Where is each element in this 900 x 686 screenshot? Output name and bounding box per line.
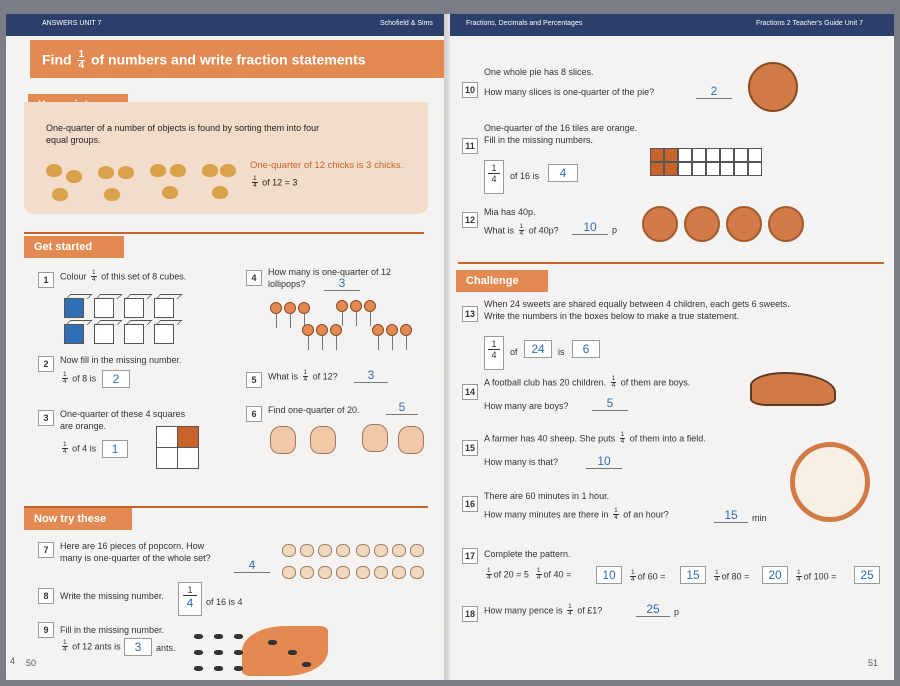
left-page <box>6 14 448 680</box>
q3-text: One-quarter of these 4 squares are orange. <box>60 409 186 432</box>
section-rule <box>458 262 884 264</box>
key-point-text: One-quarter of a number of objects is found by sorting them into four equal groups. <box>46 123 320 146</box>
q8-equation: of 16 is 4 <box>206 597 243 607</box>
q1-text: Colour $\frac{1}{4}$ of this set of 8 cubes. <box>60 269 187 284</box>
key-point-example: One-quarter of 12 chicks is 3 chicks. <box>250 160 404 171</box>
q13-answer-box-1[interactable]: 24 <box>524 340 552 358</box>
q17-answer-box-4[interactable]: 25 <box>854 566 880 584</box>
question-number: 8 <box>38 588 54 604</box>
q17-answer-box-1[interactable]: 10 <box>596 566 622 584</box>
q17-answer-box-2[interactable]: 15 <box>680 566 706 584</box>
challenge-heading: Challenge <box>456 270 548 292</box>
q14-answer[interactable]: 5 <box>592 396 628 411</box>
book-series-label: Fractions, Decimals and Percentages <box>466 20 583 27</box>
clock-illustration <box>790 442 870 522</box>
right-header-strip <box>450 14 894 36</box>
q13-text: When 24 sweets are shared equally between 4 children, each gets 6 sweets. Write the numbers in the boxes below to make a true statement. <box>484 299 790 322</box>
fraction: $\frac{1}{4}$ <box>78 49 85 72</box>
q11-answer-box[interactable]: 4 <box>548 164 578 182</box>
q18-text: How many pence is $\frac{1}{4}$ of £1? <box>484 603 603 618</box>
pie-illustration <box>748 62 798 112</box>
question-number: 18 <box>462 606 478 622</box>
q12-text: Mia has 40p. <box>484 207 536 217</box>
question-number: 15 <box>462 440 478 456</box>
q4-answer[interactable]: 3 <box>324 276 360 291</box>
q17-answer-box-3[interactable]: 20 <box>762 566 788 584</box>
question-number: 4 <box>246 270 262 286</box>
q6-text: Find one-quarter of 20. <box>268 405 360 415</box>
question-number: 16 <box>462 496 478 512</box>
question-number: 10 <box>462 82 478 98</box>
q7-answer[interactable]: 4 <box>234 558 270 573</box>
q16-suffix: min <box>752 513 767 523</box>
q13-answer-box-2[interactable]: 6 <box>572 340 600 358</box>
q2-equation: $\frac{1}{4}$ of 8 is <box>63 371 97 386</box>
q17-pattern-4: $\frac{1}{4}$ of 80 = <box>715 569 750 584</box>
q3-equation: $\frac{1}{4}$ of 4 is <box>63 441 97 456</box>
q9-suffix: ants. <box>156 643 176 653</box>
q2-answer-box[interactable]: 2 <box>102 370 130 388</box>
publisher-label: Schofield & Sims <box>380 20 433 27</box>
unit-label: ANSWERS UNIT 7 <box>42 20 102 27</box>
q17-text: Complete the pattern. <box>484 549 571 559</box>
page-number: 50 <box>26 658 37 668</box>
now-try-these-heading: Now try these <box>24 508 132 530</box>
question-number: 17 <box>462 548 478 564</box>
question-number: 9 <box>38 622 54 638</box>
q6-answer[interactable]: 5 <box>386 400 418 415</box>
right-page <box>450 14 894 680</box>
q15-text: A farmer has 40 sheep. She puts $\frac{1}{4}$ of them into a field. <box>484 431 706 446</box>
q17-pattern: $\frac{1}{4}$ of 20 = 5 $\frac{1}{4}$ of 40 = <box>487 567 572 582</box>
unit-title: Find $\frac{1}{4}$ of numbers and write fraction statements <box>30 40 448 78</box>
football-boot-illustration <box>750 372 836 406</box>
q9-answer-box[interactable]: 3 <box>124 638 152 656</box>
left-header-strip <box>6 14 448 36</box>
q16-question: How many minutes are there in $\frac{1}{4}$ of an hour? <box>484 507 669 522</box>
q3-answer-box[interactable]: 1 <box>102 440 128 458</box>
edge-number: 4 <box>10 656 16 666</box>
q10-text: One whole pie has 8 slices. <box>484 67 594 77</box>
q11-text: One-quarter of the 16 tiles are orange. Fill in the missing numbers. <box>484 123 638 146</box>
q7-text: Here are 16 pieces of popcorn. How many is one-quarter of the whole set? <box>60 541 211 564</box>
question-number: 6 <box>246 406 262 422</box>
q16-text: There are 60 minutes in 1 hour. <box>484 491 610 501</box>
q14-text: A football club has 20 children. $\frac{1}{4}$ of them are boys. <box>484 375 691 390</box>
q15-question: How many is that? <box>484 457 559 467</box>
fraction: $\frac{1}{4}$ <box>253 175 257 190</box>
key-point-equation: $\frac{1}{4}$ of 12 = 3 <box>253 175 298 190</box>
section-rule <box>24 232 424 234</box>
question-number: 14 <box>462 384 478 400</box>
q18-suffix: p <box>674 607 680 617</box>
q16-answer[interactable]: 15 <box>714 508 748 523</box>
q14-question: How many are boys? <box>484 401 569 411</box>
q9-text: Fill in the missing number. <box>60 625 165 635</box>
q12-suffix: p <box>612 225 618 235</box>
page-number: 51 <box>868 658 879 668</box>
question-number: 12 <box>462 212 478 228</box>
q18-answer[interactable]: 25 <box>636 602 670 617</box>
q10-question: How many slices is one-quarter of the pie? <box>484 87 655 97</box>
q13-of: of <box>510 347 518 357</box>
q17-pattern-5: $\frac{1}{4}$ of 100 = <box>797 569 837 584</box>
question-number: 2 <box>38 356 54 372</box>
q15-answer[interactable]: 10 <box>586 454 622 469</box>
q12-answer[interactable]: 10 <box>572 220 608 235</box>
q4-text: How many is one-quarter of 12 lollipops? <box>268 267 392 290</box>
get-started-heading: Get started <box>24 236 124 258</box>
q5-text: What is $\frac{1}{4}$ of 12? <box>268 369 338 384</box>
guide-label: Fractions 2 Teacher's Guide Unit 7 <box>756 20 864 27</box>
question-number: 5 <box>246 372 262 388</box>
q12-question: What is $\frac{1}{4}$ of 40p? <box>484 223 559 238</box>
q2-text: Now fill in the missing number. <box>60 355 182 365</box>
question-number: 7 <box>38 542 54 558</box>
q11-fraction: 1 4 <box>484 160 504 194</box>
q13-is: is <box>558 347 565 357</box>
question-number: 3 <box>38 410 54 426</box>
q9-equation: $\frac{1}{4}$ of 12 ants is <box>63 639 121 654</box>
q5-answer[interactable]: 3 <box>354 368 388 383</box>
question-number: 13 <box>462 306 478 322</box>
q8-fraction-box[interactable]: 1 4 <box>178 582 202 616</box>
q8-text: Write the missing number. <box>60 591 164 601</box>
q13-fraction-box[interactable]: 1 4 <box>484 336 504 370</box>
question-number: 1 <box>38 272 54 288</box>
question-number: 11 <box>462 138 478 154</box>
q10-answer[interactable]: 2 <box>696 84 732 99</box>
q17-pattern-3: $\frac{1}{4}$ of 60 = <box>631 569 666 584</box>
q11-equation: of 16 is <box>510 171 540 181</box>
